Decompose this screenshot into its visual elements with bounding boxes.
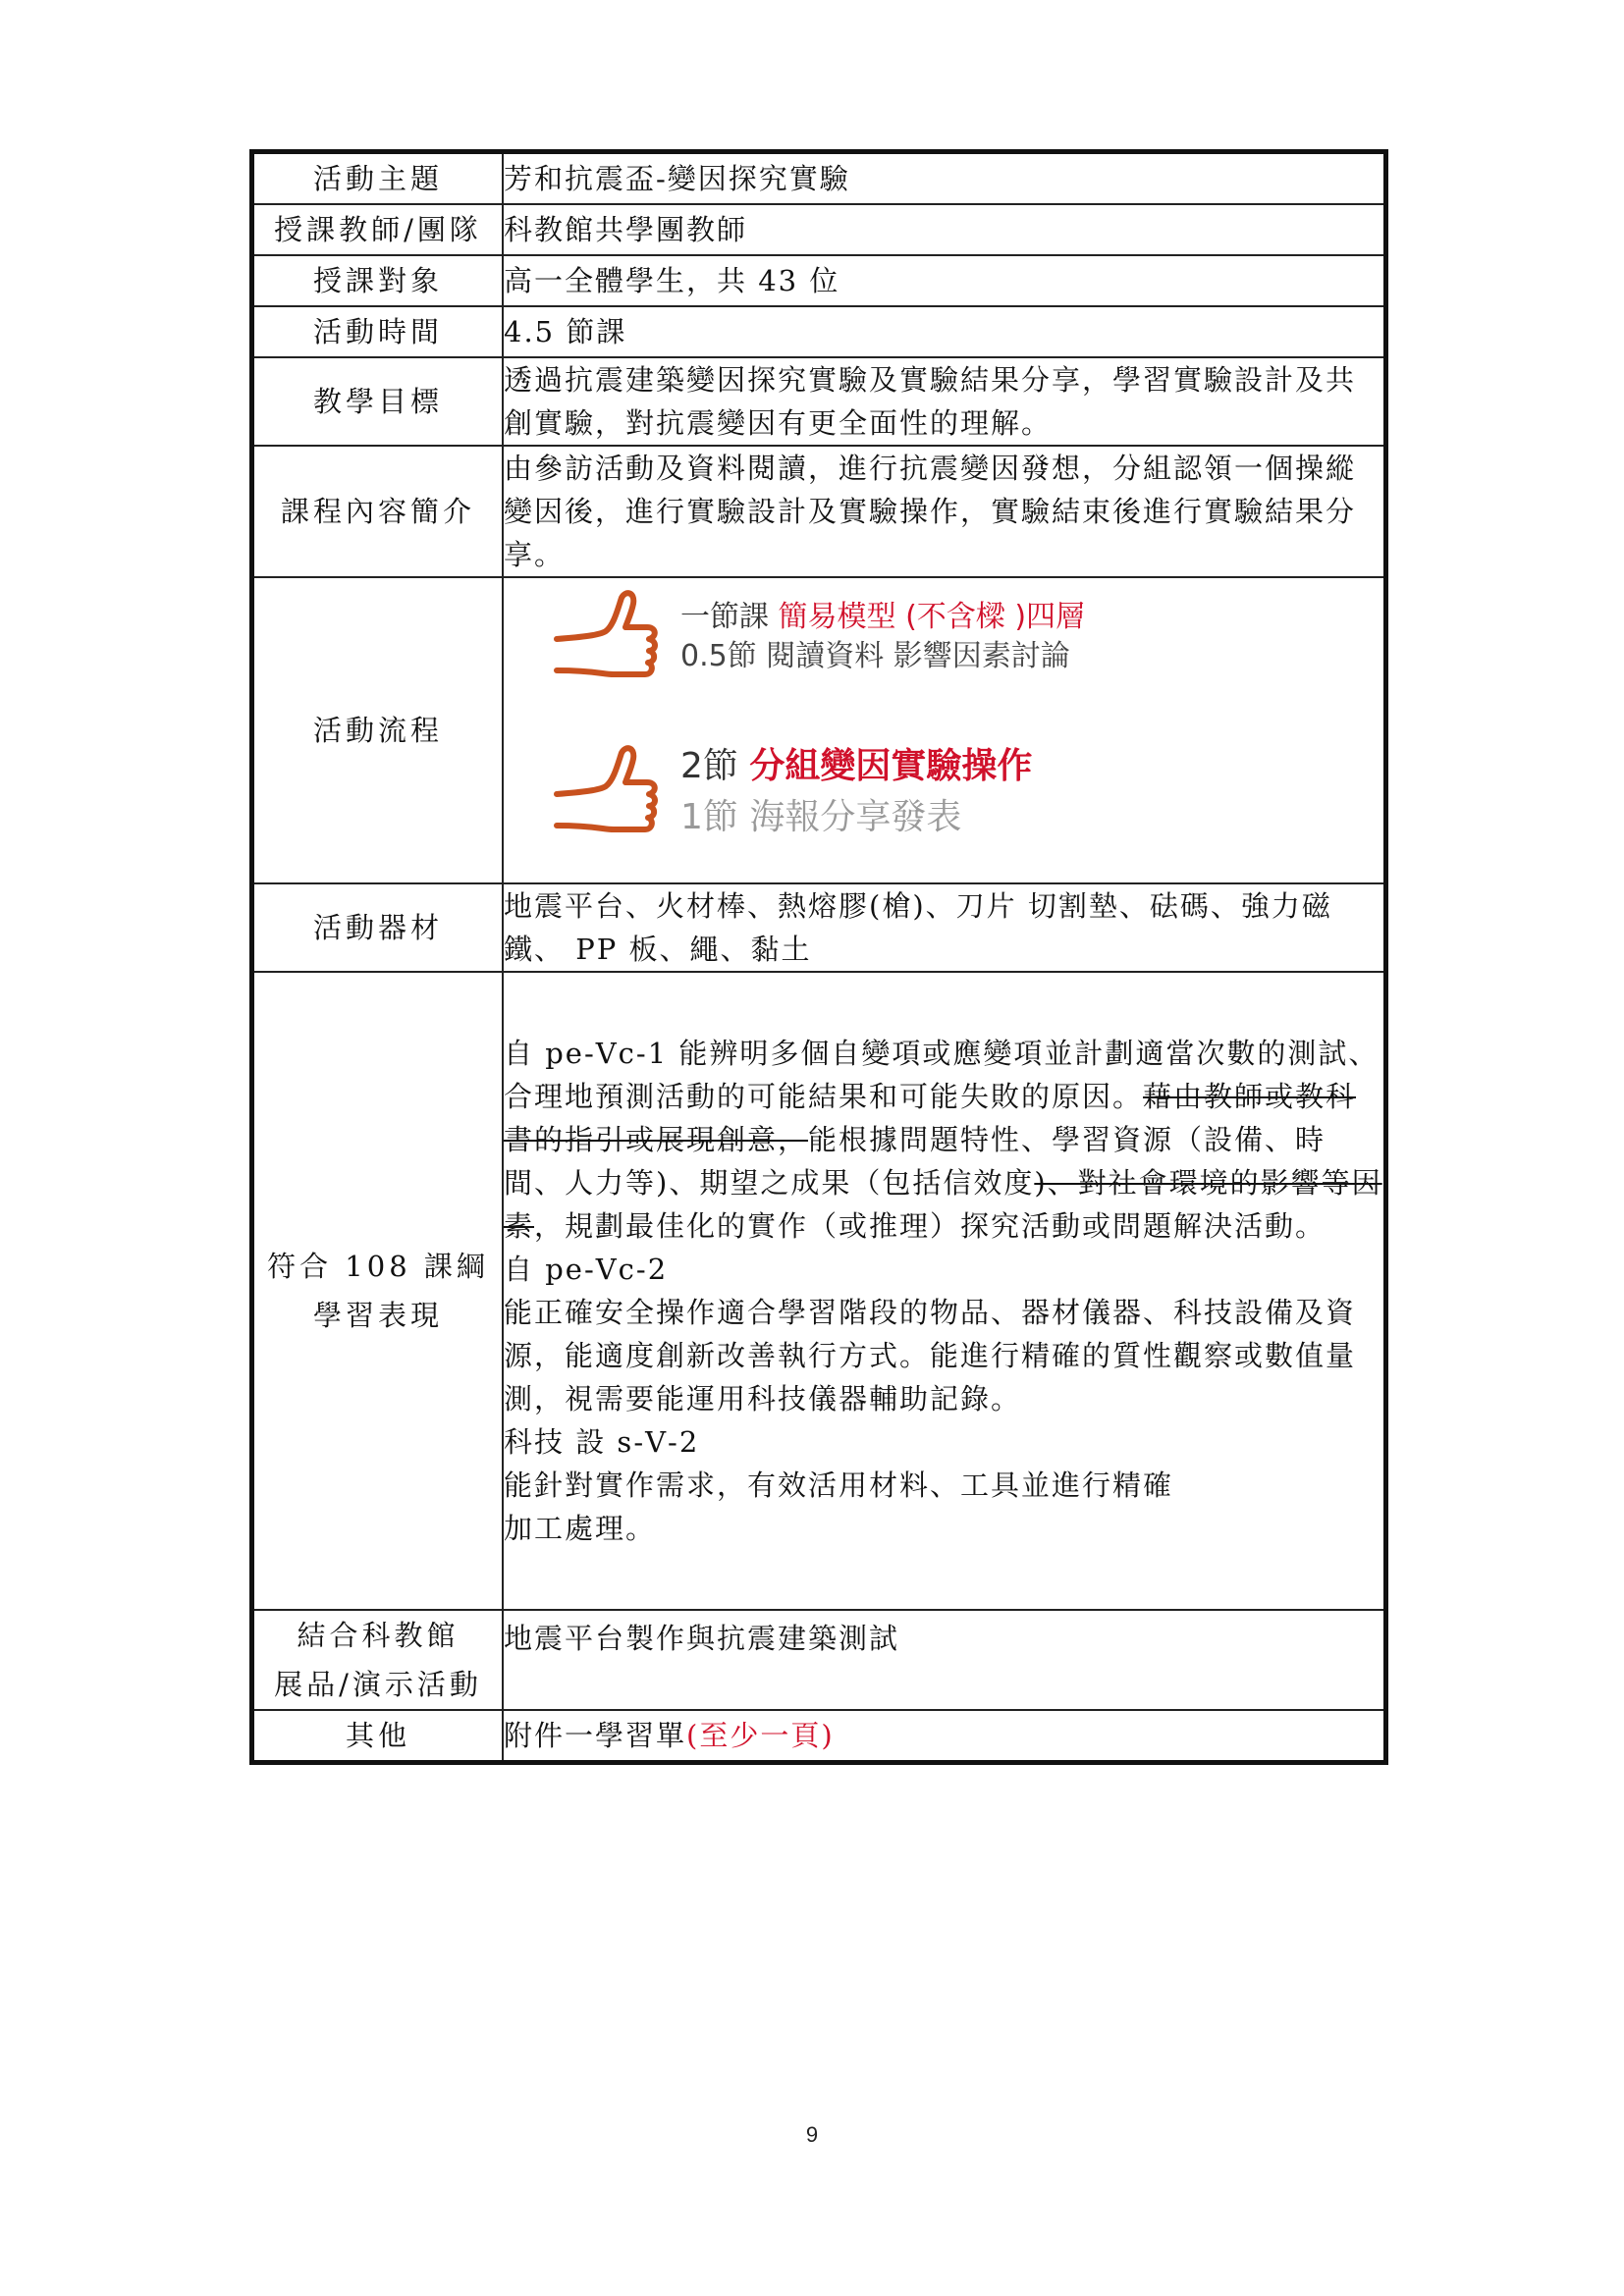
flow-step-1-sub: 0.5節 閱讀資料 影響因素討論	[680, 639, 1070, 673]
flow-step-2-sub: 1節 海報分享發表	[680, 797, 962, 837]
curriculum-performance-1: 自 pe-Ⅴc-1 能辨明多個自變項或應變項並計劃適當次數的測試、合理地預測活動的可能結果和可能失敗的原因。藉由教師或教科書的指引或展現創意，能根據問題特性、學習資源（設備、時間、人力等)、期望之成果（包括信效度)、對社會環境的影響等因素，規劃最佳化的實作（或推理）探究活動或問題解決活動。	[504, 1037, 1382, 1243]
activity-flow-graphic	[504, 578, 1383, 882]
value-target: 高一全體學生，共 43 位	[503, 255, 1386, 306]
label-curriculum	[252, 972, 504, 1610]
value-other: 附件一學習單(至少一頁)	[503, 1710, 1386, 1763]
label-time: 活動時間	[252, 306, 504, 357]
thumbs-up-hand-icon	[553, 743, 671, 841]
curriculum-performance-2: 能正確安全操作適合學習階段的物品、器材儀器、科技設備及資源，能適度創新改善執行方式。能進行精確的質性觀察或數值量測，視需要能運用科技儀器輔助記錄。	[504, 1296, 1357, 1415]
curriculum-code-3: 科技 設 s-Ⅴ-2	[504, 1425, 700, 1459]
struck-text-1: 藉由教師或教科書的指引或展現創意，	[504, 1080, 1357, 1156]
value-teacher: 科教館共學團教師	[503, 204, 1386, 255]
row-summary	[252, 446, 1386, 577]
label-teacher: 授課教師/團隊	[252, 204, 504, 255]
value-theme: 芳和抗震盃-變因探究實驗	[503, 152, 1386, 205]
row-target	[252, 255, 1386, 306]
lesson-plan-table	[249, 149, 1388, 1765]
flow-step-2	[553, 741, 1032, 843]
label-museum-line1: 結合科教館	[297, 1619, 460, 1652]
curriculum-performance-3b: 加工處理。	[504, 1512, 657, 1545]
label-flow: 活動流程	[252, 577, 504, 883]
value-other-note: (至少一頁)	[686, 1719, 835, 1752]
flow-step-1-text	[680, 598, 1085, 676]
row-goal	[252, 357, 1386, 446]
curriculum-performance-3a: 能針對實作需求，有效活用材料、工具並進行精確	[504, 1468, 1174, 1502]
lesson-plan-sheet	[249, 149, 1388, 1765]
flow-step-1-highlight: 簡易模型 (不含樑 )四層	[778, 600, 1086, 634]
value-equipment: 地震平台、火材棒、熱熔膠(槍)、刀片 切割墊、砝碼、強力磁鐵、 PP 板、繩、黏土	[503, 883, 1386, 972]
value-goal: 透過抗震建築變因探究實驗及實驗結果分享，學習實驗設計及共創實驗，對抗震變因有更全面性的理解。	[503, 357, 1386, 446]
label-theme: 活動主題	[252, 152, 504, 205]
row-curriculum	[252, 972, 1386, 1610]
flow-step-2-hours: 2節	[680, 746, 750, 786]
struck-text-2: )、對社會環境的影響等因素	[504, 1166, 1382, 1243]
label-museum-line2: 展品/演示活動	[274, 1668, 482, 1701]
flow-step-1-hours: 一節課	[680, 600, 779, 634]
thumbs-up-hand-icon	[553, 588, 671, 686]
row-equipment	[252, 883, 1386, 972]
flow-step-1	[553, 588, 1085, 686]
row-other	[252, 1710, 1386, 1763]
label-equipment: 活動器材	[252, 883, 504, 972]
flow-step-2-text	[680, 741, 1032, 843]
label-curriculum-line2: 學習表現	[312, 1299, 443, 1332]
value-museum: 地震平台製作與抗震建築測試	[503, 1610, 1386, 1710]
row-teacher	[252, 204, 1386, 255]
label-summary: 課程內容簡介	[252, 446, 504, 577]
row-flow	[252, 577, 1386, 883]
value-curriculum	[503, 972, 1386, 1610]
row-theme	[252, 152, 1386, 205]
curriculum-code-2: 自 pe-Ⅴc-2	[504, 1253, 669, 1286]
row-museum	[252, 1610, 1386, 1710]
flow-step-2-highlight: 分組變因實驗操作	[749, 746, 1033, 786]
value-summary: 由參訪活動及資料閱讀，進行抗震變因發想，分組認領一個操縱變因後，進行實驗設計及實驗操作，實驗結束後進行實驗結果分享。	[503, 446, 1386, 577]
flow-cell	[503, 577, 1386, 883]
label-target: 授課對象	[252, 255, 504, 306]
row-time	[252, 306, 1386, 357]
page-number: 9	[805, 2122, 819, 2147]
label-goal: 教學目標	[252, 357, 504, 446]
label-other: 其他	[252, 1710, 504, 1763]
label-curriculum-line1: 符合 108 課綱	[267, 1250, 489, 1283]
label-museum	[252, 1610, 504, 1710]
value-time: 4.5 節課	[503, 306, 1386, 357]
